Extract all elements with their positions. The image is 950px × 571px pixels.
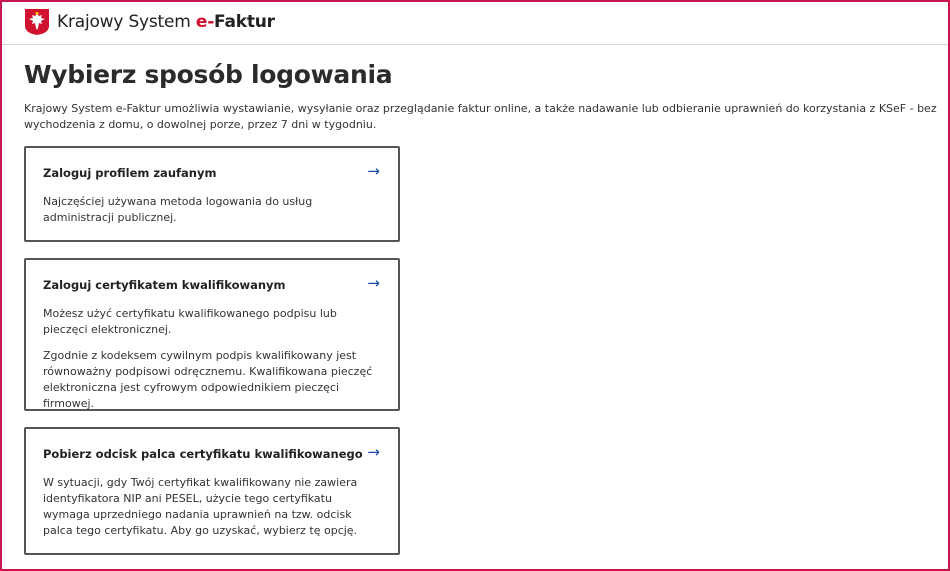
brand-prefix: Krajowy System (57, 12, 196, 32)
arrow-right-icon[interactable]: → (367, 162, 380, 180)
page-intro: Krajowy System e-Faktur umożliwia wystawianie, wysyłanie oraz przeglądanie faktur online, a także nadawanie lub odbieranie uprawnień do korzystania z KSeF - bez wychodzenia z domu, o dowolnej porze, przez 7 dni w tygodniu. (24, 102, 937, 131)
option-description-note: Zgodnie z kodeksem cywilnym podpis kwalifikowany jest równoważny podpisowi odręcznemu. Kwalifikowana pieczęć elektroniczna jest cyfrowym odpowiednikiem pieczęci firmowej. (43, 349, 373, 410)
arrow-right-icon[interactable]: → (367, 274, 380, 292)
polish-eagle-emblem-icon (24, 8, 50, 36)
option-description: W sytuacji, gdy Twój certyfikat kwalifikowany nie zawiera identyfikatora NIP ani PESEL, użycie tego certyfikatu wymaga uprzedniego nadania uprawnień na tzw. odcisk palca tego certyfikatu. Aby go uzyskać, wybierz tę opcję. (43, 476, 358, 537)
app-brand[interactable] (57, 12, 275, 32)
brand-e: e- (195, 12, 215, 32)
brand-suffix: Faktur (214, 12, 275, 32)
option-description: Najczęściej używana metoda logowania do usług administracji publicznej. (43, 195, 313, 224)
top-bar (2, 2, 948, 45)
option-trusted-profile-card[interactable] (24, 146, 400, 242)
option-description: Możesz użyć certyfikatu kwalifikowanego podpisu lub pieczęci elektronicznej. (43, 307, 337, 336)
option-title: Zaloguj certyfikatem kwalifikowanym (43, 278, 286, 292)
option-title: Zaloguj profilem zaufanym (43, 166, 217, 180)
page-title: Wybierz sposób logowania (24, 60, 393, 89)
option-title: Pobierz odcisk palca certyfikatu kwalifikowanego (43, 447, 363, 461)
option-qualified-certificate-card[interactable] (24, 258, 400, 411)
arrow-right-icon[interactable]: → (367, 443, 380, 461)
option-certificate-fingerprint-card[interactable] (24, 427, 400, 555)
